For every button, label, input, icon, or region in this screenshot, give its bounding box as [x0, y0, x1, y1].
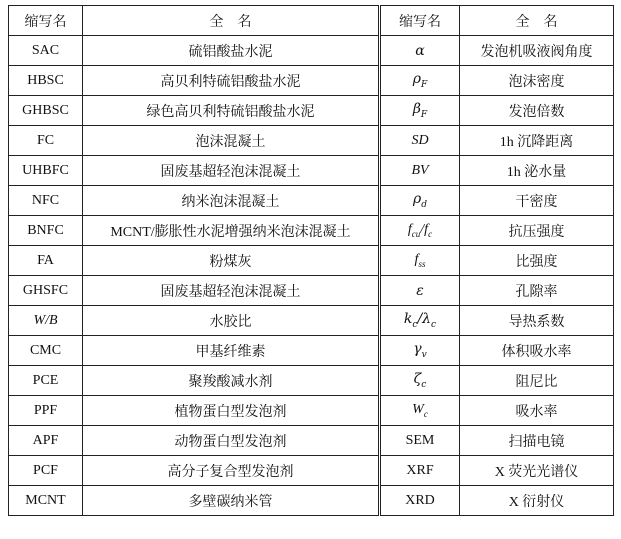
right-abbr-cell: $\rho_d$ [380, 186, 460, 216]
right-full-cell: 抗压强度 [460, 216, 614, 246]
header-abbr-right: 缩写名 [380, 6, 460, 36]
right-full-cell: 1h 沉降距离 [460, 126, 614, 156]
table-row [9, 96, 614, 126]
right-abbr-cell: XRF [380, 456, 460, 486]
right-abbr-cell: $W_c$ [380, 396, 460, 426]
right-abbr-cell: ε [380, 276, 460, 306]
table-row [9, 276, 614, 306]
left-abbr-cell: MCNT [9, 486, 83, 516]
table-header-row [9, 6, 614, 36]
left-abbr-cell: HBSC [9, 66, 83, 96]
table-row [9, 186, 614, 216]
right-full-cell: X 荧光光谱仪 [460, 456, 614, 486]
right-full-cell: 吸水率 [460, 396, 614, 426]
table-row [9, 426, 614, 456]
header-abbr-left: 缩写名 [9, 6, 83, 36]
left-abbr-cell: CMC [9, 336, 83, 366]
header-full-left: 全 名 [83, 6, 380, 36]
right-abbr-cell: $\zeta_c$ [380, 366, 460, 396]
left-abbr-cell: APF [9, 426, 83, 456]
left-full-cell: MCNT/膨胀性水泥增强纳米泡沫混凝土 [83, 216, 380, 246]
left-abbr-cell: FC [9, 126, 83, 156]
table-row [9, 336, 614, 366]
table-row [9, 66, 614, 96]
left-abbr-cell: FA [9, 246, 83, 276]
left-full-cell: 高分子复合型发泡剂 [83, 456, 380, 486]
left-abbr-cell: PCF [9, 456, 83, 486]
right-full-cell: 发泡机吸液阀角度 [460, 36, 614, 66]
left-full-cell: 多壁碳纳米管 [83, 486, 380, 516]
right-full-cell: 比强度 [460, 246, 614, 276]
left-full-cell: 高贝利特硫铝酸盐水泥 [83, 66, 380, 96]
right-full-cell: 导热系数 [460, 306, 614, 336]
table-row [9, 126, 614, 156]
right-abbr-cell: XRD [380, 486, 460, 516]
right-abbr-cell: SEM [380, 426, 460, 456]
header-full-right: 全 名 [460, 6, 614, 36]
table-row [9, 366, 614, 396]
abbreviation-table [8, 5, 614, 516]
left-abbr-cell: SAC [9, 36, 83, 66]
right-full-cell: 干密度 [460, 186, 614, 216]
left-abbr-cell: UHBFC [9, 156, 83, 186]
left-full-cell: 固废基超轻泡沫混凝土 [83, 156, 380, 186]
right-abbr-cell: α [380, 36, 460, 66]
right-abbr-cell: $f_{cu}/f_c$ [380, 216, 460, 246]
table-row [9, 36, 614, 66]
right-abbr-cell: $\rho_F$ [380, 66, 460, 96]
right-full-cell: 泡沫密度 [460, 66, 614, 96]
left-full-cell: 纳米泡沫混凝土 [83, 186, 380, 216]
table-row [9, 396, 614, 426]
right-abbr-cell: BV [380, 156, 460, 186]
right-full-cell: 发泡倍数 [460, 96, 614, 126]
right-abbr-cell: SD [380, 126, 460, 156]
left-abbr-cell: BNFC [9, 216, 83, 246]
right-abbr-cell: $\beta_F$ [380, 96, 460, 126]
left-abbr-cell: W/B [9, 306, 83, 336]
right-full-cell: 孔隙率 [460, 276, 614, 306]
left-full-cell: 植物蛋白型发泡剂 [83, 396, 380, 426]
left-abbr-cell: PPF [9, 396, 83, 426]
left-full-cell: 水胶比 [83, 306, 380, 336]
table-row [9, 246, 614, 276]
table-row [9, 486, 614, 516]
right-abbr-cell: $f_{ss}$ [380, 246, 460, 276]
right-abbr-cell: $k_c/\lambda_c$ [380, 306, 460, 336]
table-row [9, 156, 614, 186]
left-abbr-cell: GHBSC [9, 96, 83, 126]
right-abbr-cell: $\gamma_v$ [380, 336, 460, 366]
left-full-cell: 绿色高贝利特硫铝酸盐水泥 [83, 96, 380, 126]
right-full-cell: 体积吸水率 [460, 336, 614, 366]
right-full-cell: X 衍射仪 [460, 486, 614, 516]
left-full-cell: 动物蛋白型发泡剂 [83, 426, 380, 456]
left-full-cell: 硫铝酸盐水泥 [83, 36, 380, 66]
left-abbr-cell: NFC [9, 186, 83, 216]
table-row [9, 306, 614, 336]
abbreviation-table-container [8, 5, 613, 533]
right-full-cell: 扫描电镜 [460, 426, 614, 456]
left-abbr-cell: PCE [9, 366, 83, 396]
left-full-cell: 聚羧酸减水剂 [83, 366, 380, 396]
left-full-cell: 甲基纤维素 [83, 336, 380, 366]
right-full-cell: 1h 泌水量 [460, 156, 614, 186]
left-abbr-cell: GHSFC [9, 276, 83, 306]
left-full-cell: 粉煤灰 [83, 246, 380, 276]
left-full-cell: 泡沫混凝土 [83, 126, 380, 156]
left-full-cell: 固废基超轻泡沫混凝土 [83, 276, 380, 306]
table-row [9, 216, 614, 246]
table-row [9, 456, 614, 486]
right-full-cell: 阻尼比 [460, 366, 614, 396]
